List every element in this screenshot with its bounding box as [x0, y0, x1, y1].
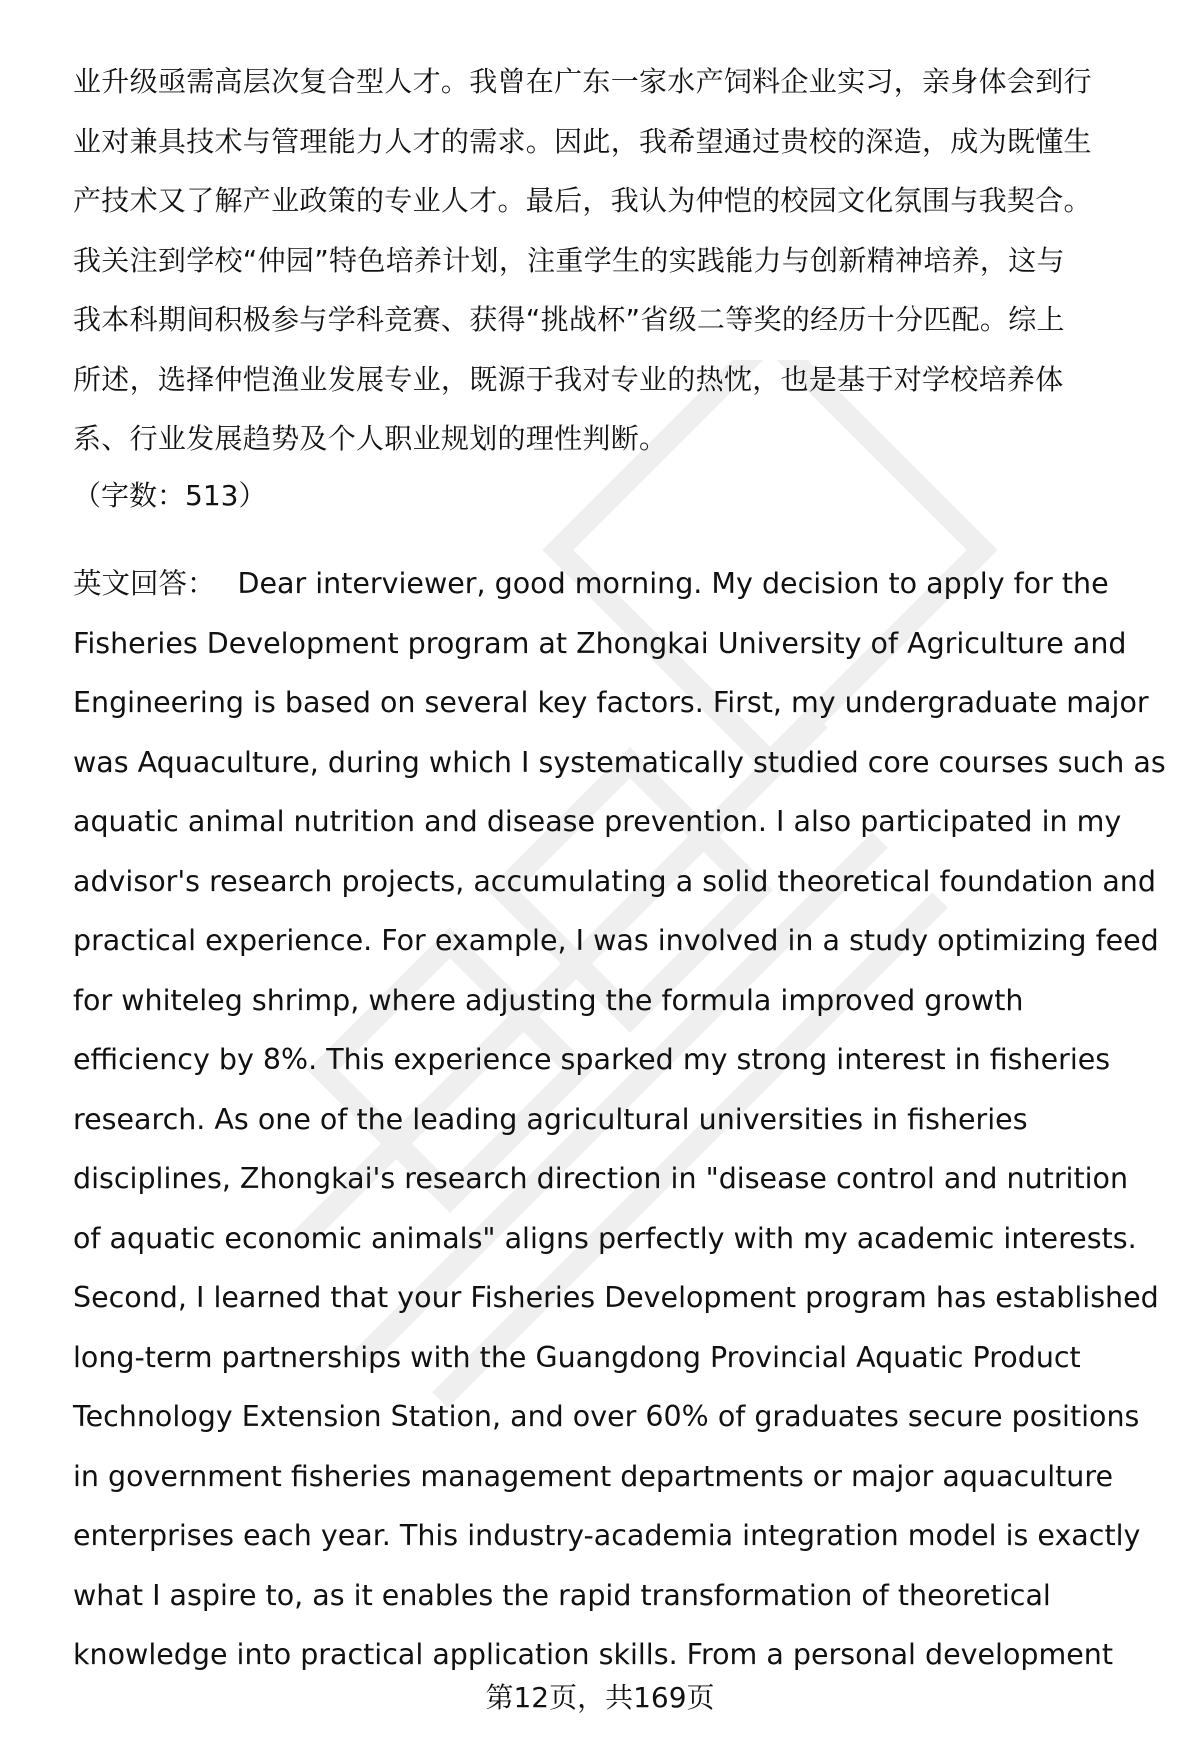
paragraph-line: 产技术又了解产业政策的专业人才。最后，我认为仲恺的校园文化氛围与我契合。	[73, 184, 1092, 217]
paragraph-line: knowledge into practical application skills. From a personal development	[73, 1638, 1114, 1671]
paragraph-line: of aquatic economic animals" aligns perfectly with my academic interests.	[73, 1221, 1137, 1255]
paragraph-line: practical experience. For example, I was involved in a study optimizing feed	[73, 924, 1159, 957]
paragraph-line: efficiency by 8%. This experience sparked my strong interest in fisheries	[73, 1043, 1111, 1076]
paragraph-line: Engineering is based on several key factors. First, my undergraduate major	[73, 686, 1149, 719]
paragraph-line: enterprises each year. This industry-academia integration model is exactly	[73, 1519, 1141, 1552]
paragraph-line: what I aspire to, as it enables the rapid transformation of theoretical	[73, 1578, 1051, 1612]
paragraph-line: long-term partnerships with the Guangdong Provincial Aquatic Product	[73, 1340, 1081, 1374]
english-answer-label: 英文回答：	[73, 567, 216, 600]
paragraph-line: 系、行业发展趋势及个人职业规划的理性判断。	[73, 422, 668, 455]
paragraph-line: 业升级亟需高层次复合型人才。我曾在广东一家水产饲料企业实习，亲身体会到行	[73, 65, 1092, 98]
paragraph-line: research. As one of the leading agricultural universities in fisheries	[73, 1102, 1028, 1136]
chinese-answer-text	[73, 52, 1153, 469]
paragraph-line: for whiteleg shrimp, where adjusting the formula improved growth	[73, 983, 1024, 1017]
paragraph-line: disciplines, Zhongkai's research direction in "disease control and nutrition	[73, 1162, 1129, 1195]
paragraph-line: was Aquaculture, during which I systematically studied core courses such as	[73, 745, 1166, 779]
paragraph-line: advisor's research projects, accumulating a solid theoretical foundation and	[73, 864, 1156, 898]
paragraph-line: 所述，选择仲恺渔业发展专业，既源于我对专业的热忱，也是基于对学校培养体	[73, 362, 1064, 396]
paragraph-line: Fisheries Development program at Zhongkai University of Agriculture and	[73, 626, 1127, 660]
paragraph-line: 我关注到学校“仲园”特色培养计划，注重学生的实践能力与创新精神培养，这与	[73, 243, 1065, 277]
paragraph-line: aquatic animal nutrition and disease prevention. I also participated in my	[73, 805, 1122, 838]
paragraph-line	[73, 554, 1158, 614]
paragraph-line: Second, I learned that your Fisheries Development program has established	[73, 1281, 1159, 1314]
page-number-footer: 第12页，共169页	[485, 1681, 715, 1714]
paragraph-line: Technology Extension Station, and over 60% of graduates secure positions	[73, 1400, 1140, 1433]
word-count: （字数：513）	[73, 479, 267, 512]
paragraph-line-text: Dear interviewer, good morning. My decision to apply for the	[237, 567, 1109, 600]
paragraph-line: in government fisheries management departments or major aquaculture	[73, 1459, 1113, 1493]
paragraph-line: 我本科期间积极参与学科竞赛、获得“挑战杯”省级二等奖的经历十分匹配。综上	[73, 303, 1065, 336]
english-answer-text	[73, 554, 1166, 1685]
paragraph-line: 业对兼具技术与管理能力人才的需求。因此，我希望通过贵校的深造，成为既懂生	[73, 124, 1092, 158]
